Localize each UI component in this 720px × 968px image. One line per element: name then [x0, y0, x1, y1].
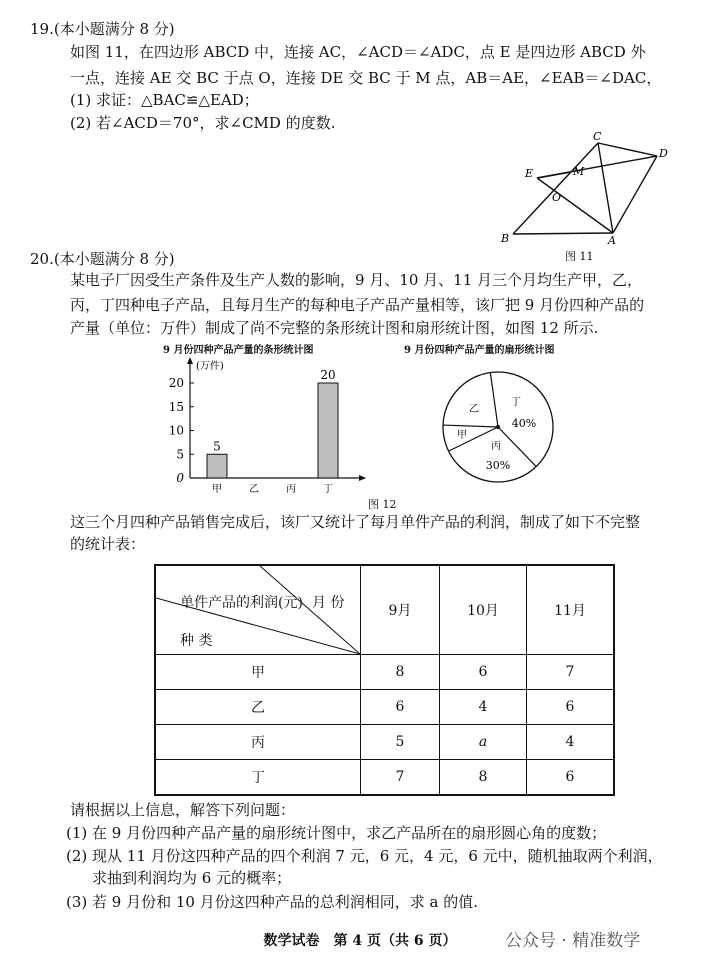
segment-bc	[513, 143, 598, 234]
q19-sub2: (2) 若∠ACD＝70°，求∠CMD 的度数.	[70, 114, 336, 132]
pie-chart-title: 9 月份四种产品产量的扇形统计图	[404, 345, 555, 356]
cell: 8	[440, 760, 527, 796]
row-name-yi: 乙	[155, 690, 361, 725]
segment-ca	[598, 143, 613, 233]
bar-chart	[165, 355, 380, 495]
cell: 6	[440, 655, 527, 690]
cell: 4	[527, 725, 615, 760]
x-tick-label: 丙	[286, 484, 296, 495]
label-o: O	[552, 191, 562, 204]
q20-ask2a: (2) 现从 11 月份这四种产品的四个利润 7 元，6 元，4 元，6 元中，随机抽取两个利润，	[66, 847, 663, 865]
label-m: M	[573, 165, 585, 178]
header-profit: 单件产品的利润(元)	[180, 595, 303, 611]
figure-11	[495, 130, 685, 245]
q20-line2: 丙，丁四种电子产品，且每月生产的每种电子产品产量相等，该厂把 9 月份四种产品的	[70, 296, 645, 314]
y-tick-label: 10	[168, 423, 184, 438]
header-kind: 种 类	[180, 633, 213, 649]
profit-table	[154, 564, 615, 796]
pie-chart	[440, 365, 560, 485]
table-row	[155, 725, 614, 760]
pie-percent-label: 40%	[511, 417, 537, 430]
pie-slice-label: 丁	[511, 397, 521, 408]
bar	[318, 383, 338, 478]
q20-line1: 某电子厂因受生产条件及生产人数的影响，9 月、10 月、11 月三个月均生产甲，乙，	[70, 271, 643, 289]
pie-percent-label: 30%	[485, 459, 511, 472]
pie-center	[496, 425, 500, 429]
label-b: B	[501, 232, 510, 245]
figure-12-caption: 图 12	[368, 498, 397, 511]
bar-chart-title: 9 月份四种产品产量的条形统计图	[163, 345, 314, 356]
y-tick-label: 5	[176, 447, 184, 462]
table-header-row	[155, 565, 614, 655]
col-header-sep: 9月	[361, 565, 440, 655]
cell: 6	[361, 690, 440, 725]
row-name-ding: 丁	[155, 760, 361, 796]
row-name-jia: 甲	[155, 655, 361, 690]
cell: 7	[361, 760, 440, 796]
label-a: A	[608, 234, 616, 245]
y-axis-label: (万件)	[196, 361, 224, 372]
y-tick-label: 0	[176, 471, 184, 485]
q19-header	[30, 18, 175, 39]
pie-slice-label: 丙	[491, 441, 501, 452]
header-month: 月 份	[312, 595, 345, 611]
table-diagonal-header	[155, 565, 361, 655]
segment-ea	[537, 178, 613, 233]
page-footer: 数学试卷 第 4 页（共 6 页）	[263, 933, 457, 949]
q20-points: (本小题满分 8 分)	[53, 250, 175, 268]
row-name-bing: 丙	[155, 725, 361, 760]
segment-ba	[513, 233, 613, 234]
cell: 5	[361, 725, 440, 760]
cell: 6	[527, 690, 615, 725]
pie-slice-label: 乙	[469, 404, 479, 415]
q20-para2-line1: 这三个月四种产品销售完成后，该厂又统计了每月单件产品的利润，制成了如下不完整	[70, 513, 641, 531]
q20-ask1: (1) 在 9 月份四种产品产量的扇形统计图中，求乙产品所在的扇形圆心角的度数；	[66, 824, 607, 842]
table-row	[155, 690, 614, 725]
col-header-nov: 11月	[527, 565, 615, 655]
q19-line1: 如图 11，在四边形 ABCD 中，连接 AC，∠ACD＝∠ADC，点 E 是四边形 ABCD 外	[70, 43, 646, 61]
q20-ask-intro: 请根据以上信息，解答下列问题：	[70, 801, 296, 819]
segment-cd	[598, 143, 657, 156]
q20-ask2b: 求抽到利润均为 6 元的概率；	[92, 869, 292, 887]
q20-header	[30, 248, 175, 269]
bar-data-label: 5	[213, 439, 221, 454]
col-header-oct: 10月	[440, 565, 527, 655]
pie-slice-label: 甲	[457, 430, 467, 441]
watermark: 公众号 · 精准数学	[505, 931, 641, 951]
table-row	[155, 760, 614, 796]
q20-line3: 产量（单位：万件）制成了尚不完整的条形统计图和扇形统计图，如图 12 所示.	[70, 319, 599, 337]
segment-da	[613, 156, 657, 233]
q19-line2: 一点，连接 AE 交 BC 于点 O，连接 DE 交 BC 于 M 点，AB＝AE，∠EAB＝∠DAC，	[70, 69, 662, 87]
bar	[207, 454, 227, 478]
q20-ask3: (3) 若 9 月份和 10 月份这四种产品的总利润相同，求 a 的值.	[66, 893, 478, 911]
q19-number: 19.	[30, 20, 54, 38]
y-axis-arrow	[187, 357, 193, 364]
cell: a	[440, 725, 527, 760]
table-row	[155, 655, 614, 690]
q19-sub1: (1) 求证：△BAC≌△EAD；	[70, 91, 259, 109]
y-tick-label: 15	[168, 399, 184, 414]
cell: 7	[527, 655, 615, 690]
label-d: D	[659, 147, 668, 160]
q20-para2-line2: 的统计表：	[70, 535, 146, 553]
x-tick-label: 乙	[249, 484, 259, 495]
label-c: C	[593, 130, 602, 143]
q19-points: (本小题满分 8 分)	[53, 20, 175, 38]
cell: 6	[527, 760, 615, 796]
q20-number: 20.	[30, 250, 54, 268]
figure-11-caption: 图 11	[565, 250, 594, 263]
x-tick-label: 丁	[323, 484, 333, 495]
label-e: E	[525, 167, 534, 180]
bar-data-label: 20	[320, 368, 336, 382]
x-axis-arrow	[359, 475, 366, 481]
cell: 8	[361, 655, 440, 690]
x-tick-label: 甲	[212, 484, 222, 495]
y-tick-label: 20	[168, 376, 184, 390]
cell: 4	[440, 690, 527, 725]
